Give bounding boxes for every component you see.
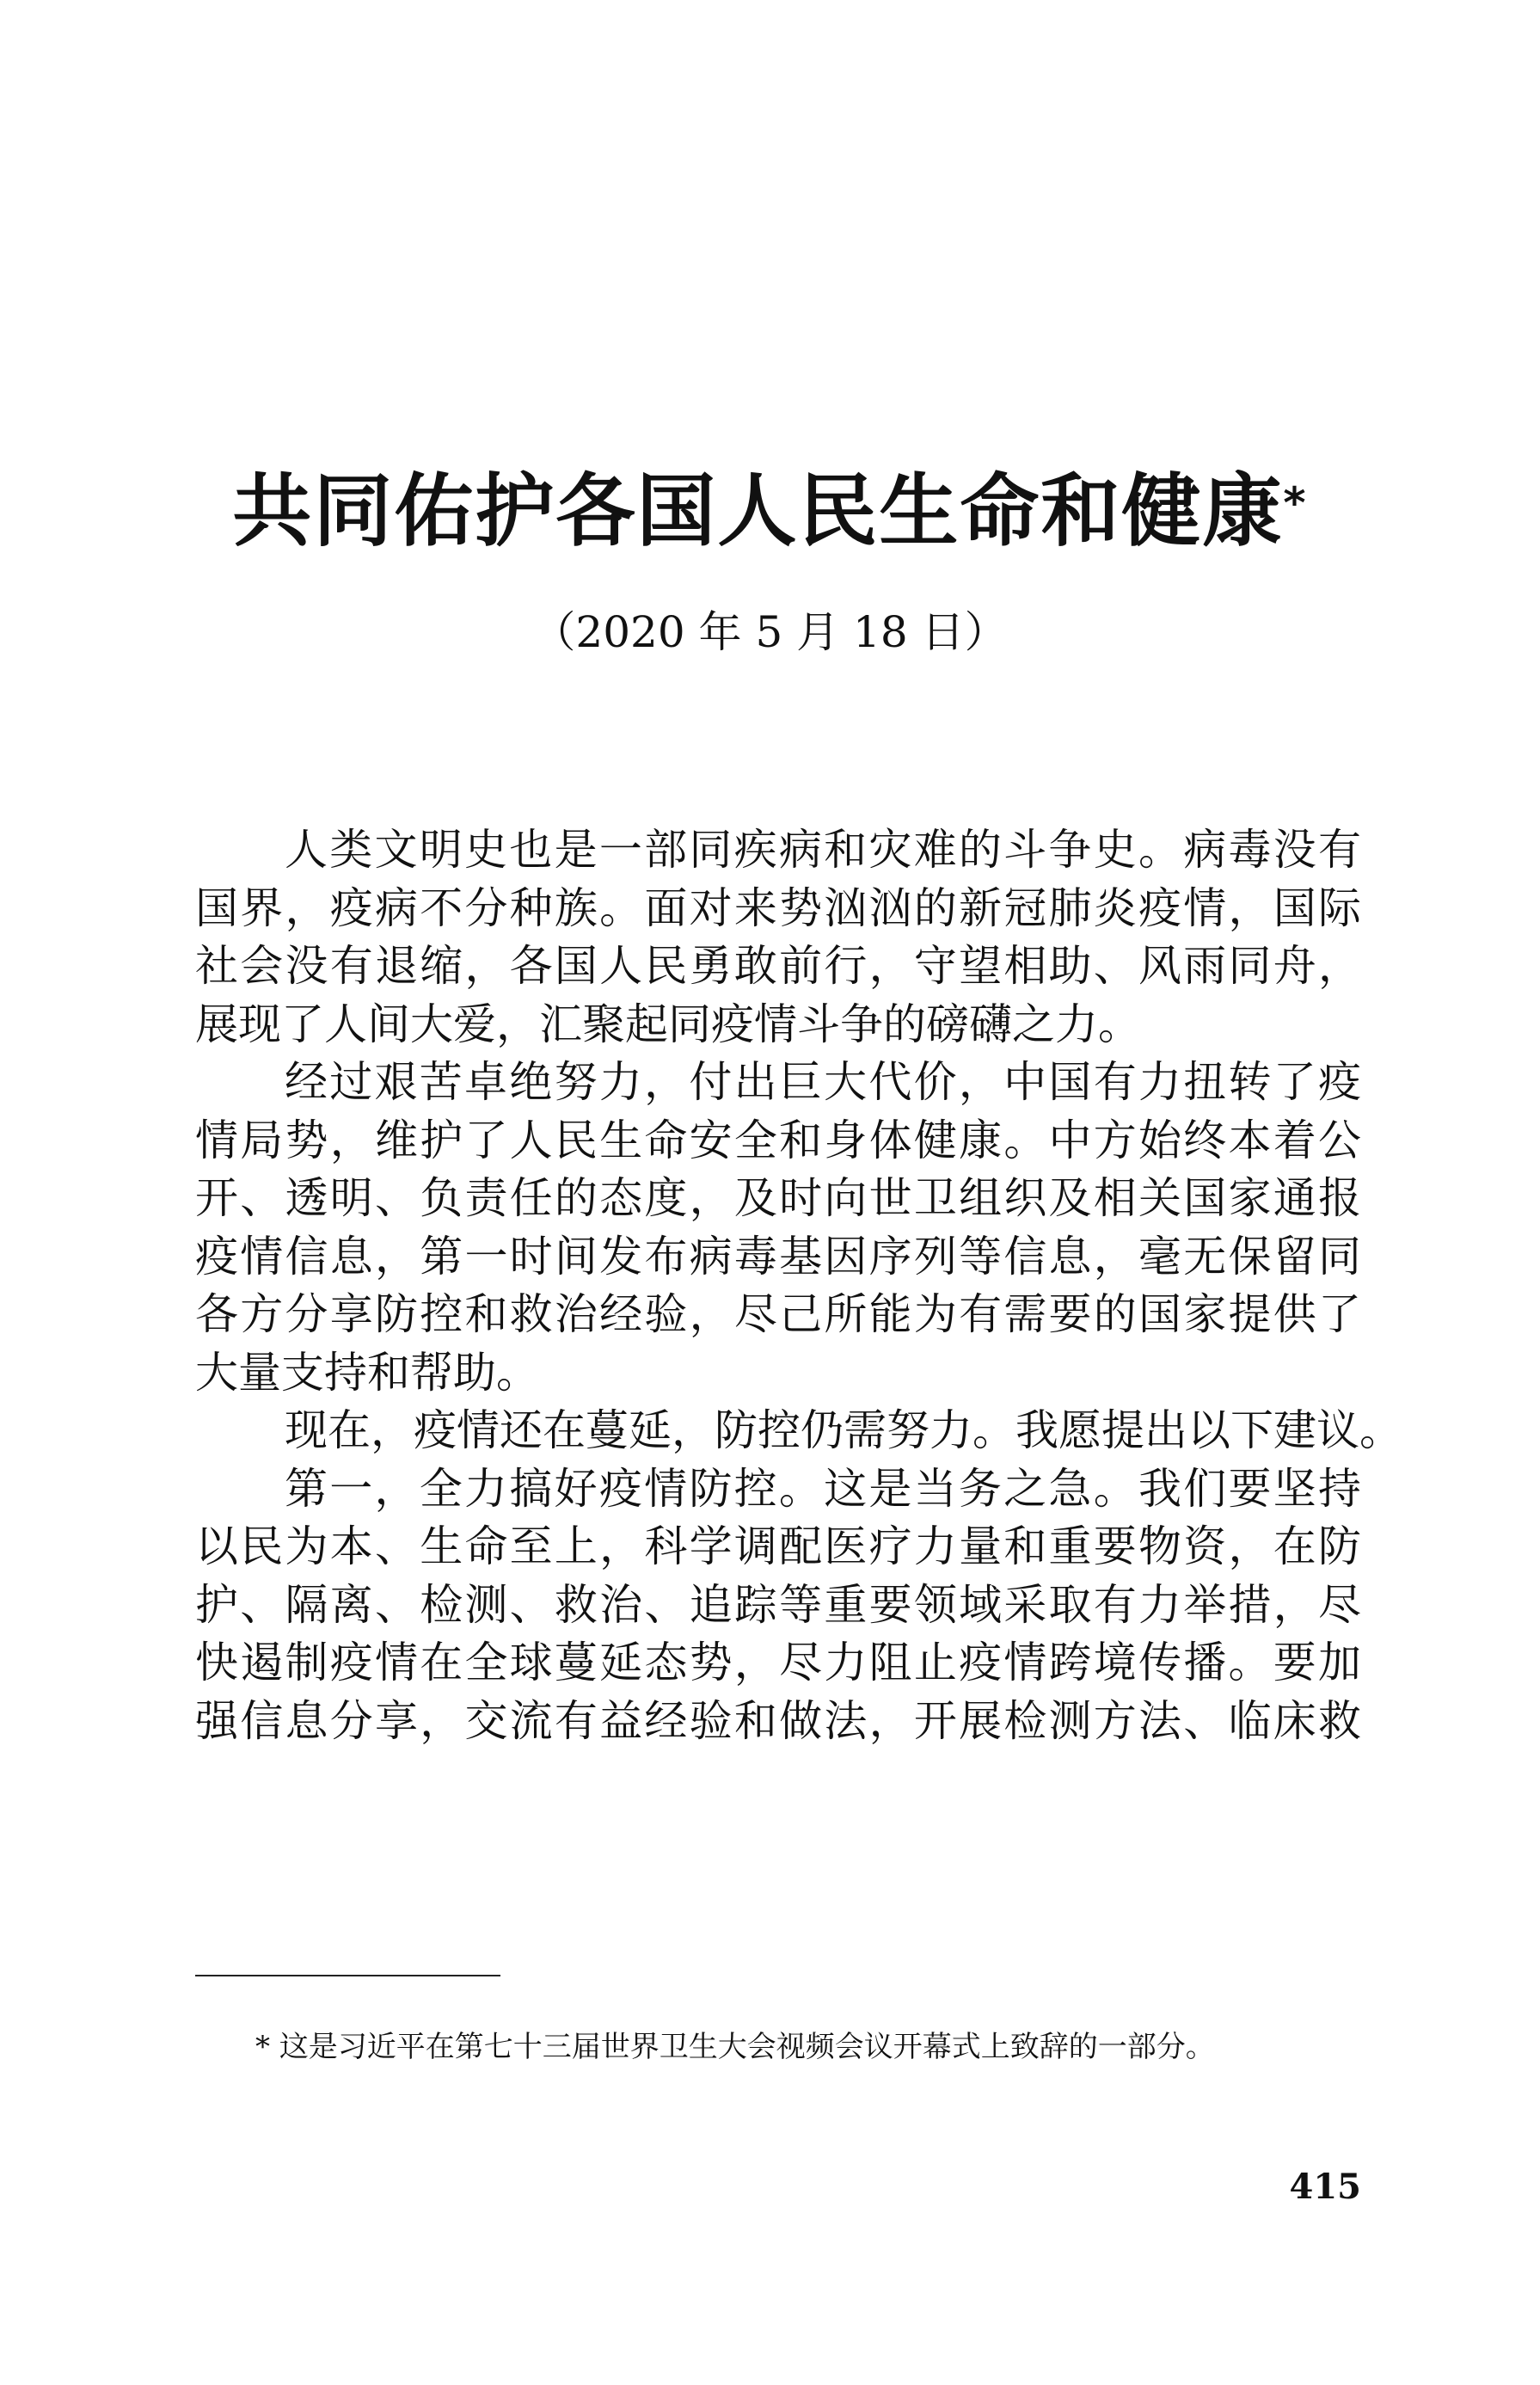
paragraph-line: 强信息分享，交流有益经验和做法，开展检测方法、临床救: [195, 1695, 1361, 1746]
paragraph-line: 第一，全力搞好疫情防控。这是当务之急。我们要坚持: [285, 1463, 1361, 1514]
body-text: [195, 821, 1402, 1750]
title-text: 共同佑护各国人民生命和健康: [232, 465, 1284, 557]
paragraph-line: 快遏制疫情在全球蔓延态势，尽力阻止疫情跨境传播。要加: [195, 1638, 1361, 1687]
paragraph-line: 疫情信息，第一时间发布病毒基因序列等信息，毫无保留同: [195, 1231, 1361, 1282]
paragraph-line: 现在，疫情还在蔓延，防控仍需努力。我愿提出以下建议。: [285, 1405, 1402, 1455]
paragraph-line: 护、隔离、检测、救治、追踪等重要领域采取有力举措，尽: [195, 1579, 1361, 1630]
page-title: [0, 464, 1540, 559]
paragraph-line: 开、透明、负责任的态度，及时向世卫组织及相关国家通报: [195, 1173, 1361, 1223]
footnote-divider: [195, 1975, 500, 1976]
page-number: 415: [1289, 2167, 1361, 2207]
paragraph-line: 各方分享防控和救治经验，尽己所能为有需要的国家提供了: [195, 1289, 1361, 1339]
paragraph-line: 人类文明史也是一部同疾病和灾难的斗争史。病毒没有: [285, 825, 1361, 875]
paragraph-line: 经过艰苦卓绝努力，付出巨大代价，中国有力扭转了疫: [285, 1057, 1361, 1107]
speech-date: （2020 年 5 月 18 日）: [532, 607, 1008, 657]
paragraph-line: 展现了人间大爱，汇聚起同疫情斗争的磅礴之力。: [195, 999, 1141, 1049]
footnote-marker: *: [1283, 478, 1308, 528]
paragraph-line: 情局势，维护了人民生命安全和身体健康。中方始终本着公: [195, 1115, 1361, 1165]
paragraph-line: 以民为本、生命至上，科学调配医疗力量和重要物资，在防: [195, 1521, 1361, 1571]
paragraph-line: 社会没有退缩，各国人民勇敢前行，守望相助、风雨同舟，: [195, 941, 1361, 991]
footnote: * 这是习近平在第七十三届世界卫生大会视频会议开幕式上致辞的一部分。: [255, 2030, 1215, 2064]
paragraph-line: 大量支持和帮助。: [195, 1347, 539, 1398]
paragraph-line: 国界，疫病不分种族。面对来势汹汹的新冠肺炎疫情，国际: [195, 882, 1361, 933]
